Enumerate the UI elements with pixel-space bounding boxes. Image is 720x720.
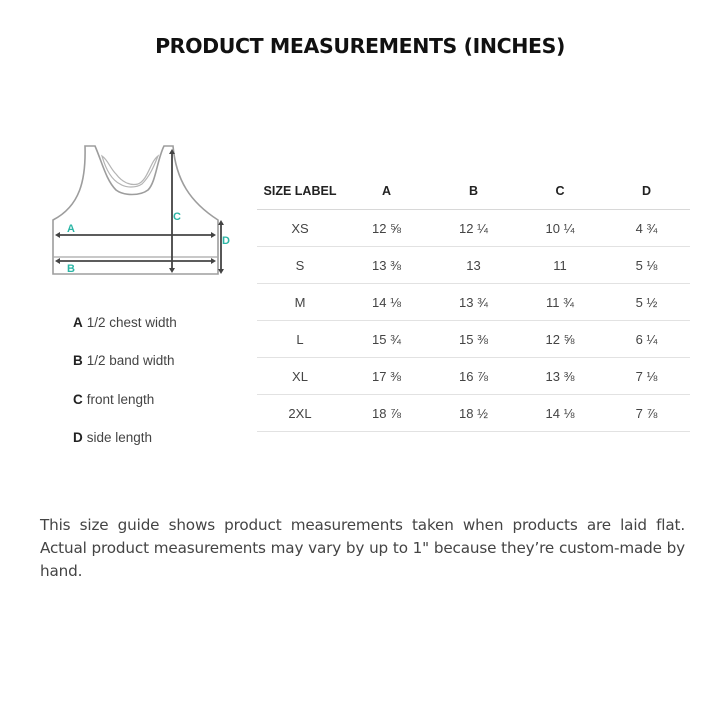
cell-b: 18 ½ — [430, 395, 517, 432]
table-row — [257, 358, 690, 395]
cell-size: L — [257, 321, 343, 358]
table-row — [257, 210, 690, 247]
cell-a: 12 ⅝ — [343, 210, 430, 247]
legend-item-b — [73, 353, 175, 368]
cell-size: XL — [257, 358, 343, 395]
cell-b: 16 ⅞ — [430, 358, 517, 395]
cell-d: 4 ¾ — [603, 210, 690, 247]
cell-d: 7 ⅞ — [603, 395, 690, 432]
cell-c: 11 — [517, 247, 603, 284]
measure-d-arrow-bottom — [218, 269, 224, 274]
cell-size: S — [257, 247, 343, 284]
header-d: D — [603, 172, 690, 210]
cell-c: 12 ⅝ — [517, 321, 603, 358]
legend-key: D — [73, 430, 83, 445]
legend-key: A — [73, 315, 83, 330]
cell-a: 17 ⅜ — [343, 358, 430, 395]
legend-text: side length — [86, 430, 153, 445]
cell-size: M — [257, 284, 343, 321]
cell-b: 12 ¼ — [430, 210, 517, 247]
cell-b: 15 ⅜ — [430, 321, 517, 358]
cell-a: 13 ⅜ — [343, 247, 430, 284]
legend-text: front length — [86, 392, 155, 407]
table-header-row — [257, 172, 690, 210]
size-guide-note: This size guide shows product measurements taken when products are laid flat. Actual product measurements may vary by up to 1" because they’re custom-made by hand. — [40, 516, 685, 580]
cell-b: 13 — [430, 247, 517, 284]
cell-c: 11 ¾ — [517, 284, 603, 321]
table-row — [257, 247, 690, 284]
cell-size: 2XL — [257, 395, 343, 432]
measure-c-label: C — [173, 211, 181, 223]
table-row — [257, 395, 690, 432]
measure-a-label: A — [67, 223, 75, 235]
cell-d: 5 ⅛ — [603, 247, 690, 284]
legend-item-d — [73, 430, 152, 445]
legend-item-c — [73, 392, 154, 407]
sports-bra-diagram — [50, 140, 240, 280]
header-b: B — [430, 172, 517, 210]
cell-c: 10 ¼ — [517, 210, 603, 247]
table-row — [257, 284, 690, 321]
cell-a: 15 ¾ — [343, 321, 430, 358]
size-table — [257, 172, 690, 432]
page-title: PRODUCT MEASUREMENTS (INCHES) — [155, 34, 565, 58]
cell-b: 13 ¾ — [430, 284, 517, 321]
header-a: A — [343, 172, 430, 210]
table-row — [257, 321, 690, 358]
legend-text: 1/2 chest width — [86, 315, 177, 330]
cell-c: 13 ⅜ — [517, 358, 603, 395]
legend-key: B — [73, 353, 83, 368]
legend-text: 1/2 band width — [86, 353, 175, 368]
cell-d: 7 ⅛ — [603, 358, 690, 395]
header-size-label: SIZE LABEL — [257, 172, 343, 210]
cell-a: 18 ⅞ — [343, 395, 430, 432]
cell-d: 6 ¼ — [603, 321, 690, 358]
legend-item-a — [73, 315, 177, 330]
cell-a: 14 ⅛ — [343, 284, 430, 321]
legend-key: C — [73, 392, 83, 407]
header-c: C — [517, 172, 603, 210]
cell-d: 5 ½ — [603, 284, 690, 321]
cell-size: XS — [257, 210, 343, 247]
measure-d-arrow-top — [218, 220, 224, 225]
cell-c: 14 ⅛ — [517, 395, 603, 432]
measure-b-label: B — [67, 263, 75, 275]
garment-outline — [53, 146, 218, 274]
measure-d-label: D — [222, 235, 230, 247]
